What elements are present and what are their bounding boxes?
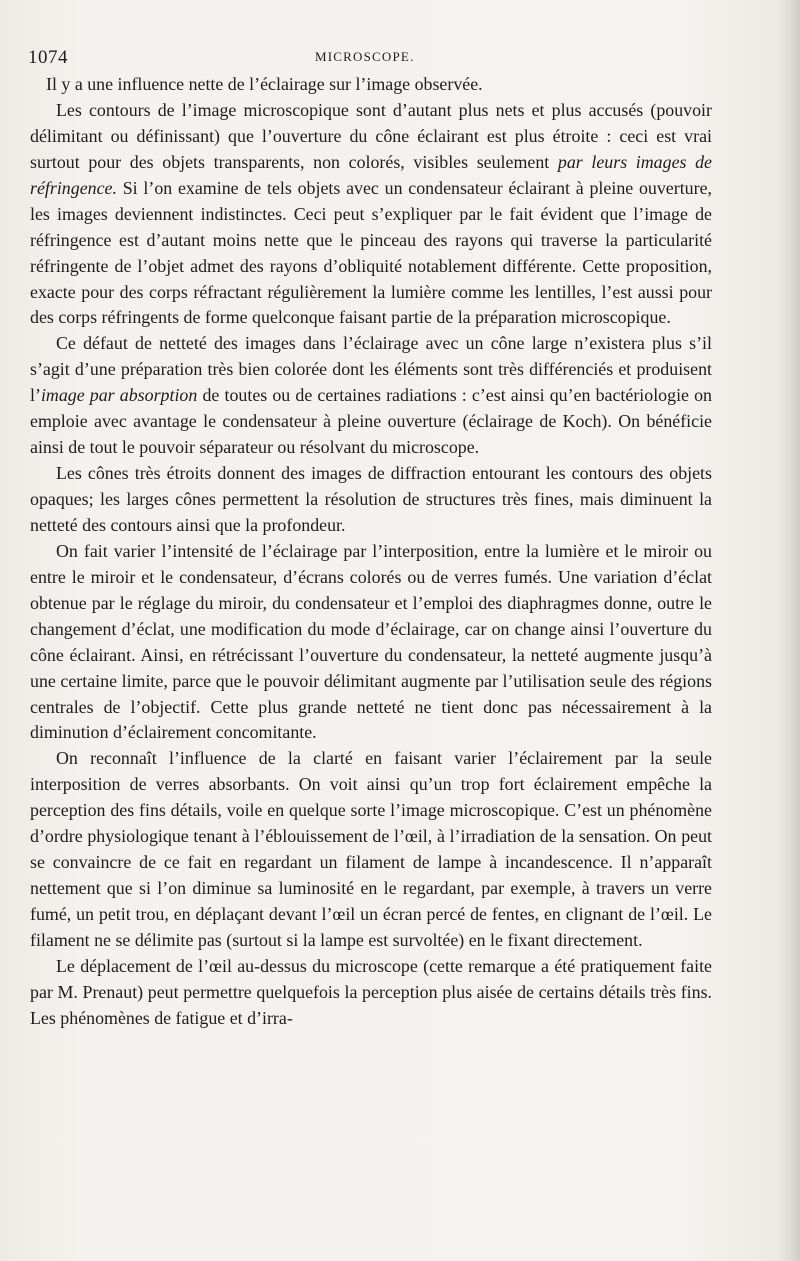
page-header [28,45,768,71]
body-text [30,72,712,1032]
paragraph-5: On fait varier l’intensité de l’éclairage par l’interposition, entre la lumière et le miroir ou entre le miroir et le condensateur, d’écrans colorés ou de verres fumés. Une variation d’éclat obtenue par le réglage du miroir, du condensateur et l’emploi des diaphragmes donne, outre le changement d’éclat, une modification du mode d’éclairage, car on change ainsi l’ouverture du cône éclairant. Ainsi, en rétrécissant l’ouverture du condensateur, la netteté augmente jusqu’à une certaine limite, parce que le pouvoir délimitant augmente par l’utilisation seule des régions centrales de l’objectif. Cette plus grande netteté ne tient donc pas nécessairement à la diminution d’éclairement concomitante. [30,540,712,743]
paragraph-7: Le déplacement de l’œil au-dessus du microscope (cette remarque a été pratiquement faite par M. Prenaut) peut permettre quelquefois la perception plus aisée de certains détails très fins. Les phénomènes de fatigue et d’irra- [30,955,712,1028]
italic-phrase: image par absorption [40,385,198,406]
paragraph-4: Les cônes très étroits donnent des images de diffraction entourant les contours des objets opaques; les larges cônes permettent la résolution de structures très fines, mais diminuent la netteté des contours ainsi que la profondeur. [30,463,712,535]
paragraph-2: Les contours de l’image microscopique sont d’autant plus nets et plus accusés (pouvoir délimitant ou définissant) que l’ouverture du cône éclairant est plus étroite : ceci est vrai surtout pour des objets transparents, non colorés, visibles seulement par leurs images de réfringence. Si l’on examine de tels objets avec un condensateur éclairant à pleine ouverture, les images deviennent indistinctes. Ceci peut s’expliquer par le fait évident que l’image de réfringence est d’autant moins nette que le pinceau des rayons qui traverse la particularité réfringente de l’objet admet des rayons d’obliquité notablement différente. Cette proposition, exacte pour des corps réfractant régulièrement la lumière comme les lentilles, l’est aussi pour des corps réfringents de forme quelconque faisant partie de la préparation microscopique. [30,99,713,328]
running-head: MICROSCOPE. [315,49,415,64]
paragraph-6: On reconnaît l’influence de la clarté en faisant varier l’éclairement par la seule interposition de verres absorbants. On voit ainsi qu’un trop fort éclairement empêche la perception des fins détails, voile en quelque sorte l’image microscopique. C’est un phénomène d’ordre physiologique tenant à l’éblouissement de l’œil, à l’irradiation de la sensation. On peut se convaincre de ce fait en regardant un filament de lampe à incandescence. Il n’apparaît nettement que si l’on diminue sa luminosité en le regardant, par exemple, à travers un verre fumé, un petit trou, en déplaçant devant l’œil un écran percé de fentes, en clignant de l’œil. Le filament ne se délimite pas (surtout si la lampe est survoltée) en le fixant directement. [30,748,712,950]
page-edge-shadow [778,0,800,1261]
paragraph-3: Ce défaut de netteté des images dans l’éclairage avec un cône large n’existera plus s’il s’agit d’une préparation très bien colorée dont les éléments sont très différenciés et produisent l’image par absorption de toutes ou de certaines radiations : c’est ainsi qu’en bactériologie on emploie avec avantage le condensateur à pleine ouverture (éclairage de Koch). On bénéficie ainsi de tout le pouvoir séparateur ou résolvant du microscope. [30,333,712,458]
italic-phrase: par leurs images de réfringence. [30,151,713,198]
paragraph-1: Il y a une influence nette de l’éclairage sur l’image observée. [46,74,483,94]
page-number: 1074 [28,47,68,68]
